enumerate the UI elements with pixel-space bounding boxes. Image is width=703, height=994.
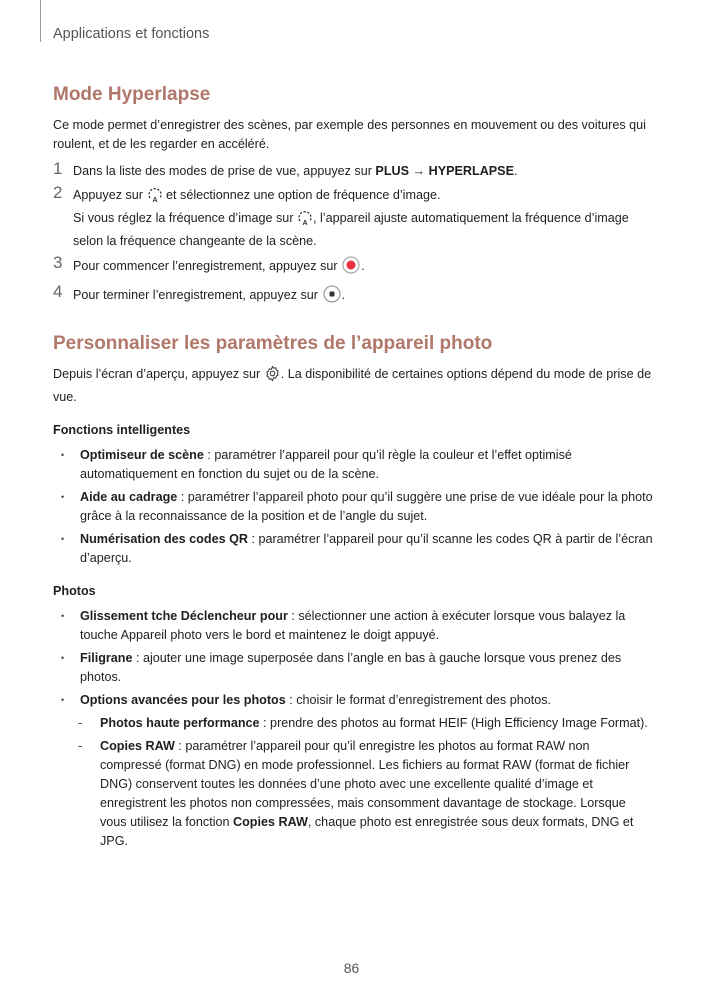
photos-heading: Photos [53,584,96,598]
stop-icon [322,285,342,309]
hyperlapse-title: Mode Hyperlapse [53,84,211,105]
step-4: 4 Pour terminer l’enregistrement, appuyez sur . [53,285,653,309]
list-item: • Optimiseur de scène : paramétrer l’appareil pour qu’il règle la couleur et l’effet optimisé automatiquement en fonction du sujet ou de la scène. [53,446,653,484]
section-header: Applications et fonctions [53,26,210,42]
record-icon [341,256,361,280]
sub-list-item: - Copies RAW : paramétrer l’appareil pour qu’il enregistre les photos au format RAW non compressé (format DNG) en mode professionnel. Les fichiers au format RAW (format de fichier DNG) conservent toutes les données d’une photo avec une excellente qualité d’image et enregistrent les photos non compressées, mais consomment davantage de stockage. Lorsque vous utilisez la fonction Copies RAW, chaque photo est enregistrée sous deux formats, DNG et JPG. [53,737,653,851]
photos-list [53,607,653,851]
svg-text:A: A [302,220,308,226]
step-number: 1 [53,159,63,178]
auto-frame-rate-icon [147,186,163,209]
list-item: • Options avancées pour les photos : choisir le format d’enregistrement des photos. [53,691,653,710]
sub-list-item: - Photos haute performance : prendre des photos au format HEIF (High Efficiency Image Format). [53,714,653,733]
list-item: • Filigrane : ajouter une image superposée dans l’angle en bas à gauche lorsque vous prenez des photos. [53,649,653,687]
step-number: 3 [53,253,63,272]
step-1: 1 Dans la liste des modes de prise de vue, appuyez sur PLUS → HYPERLAPSE. [53,159,518,178]
page-content [53,82,653,855]
step-2: 2 Appuyez sur A et sélectionnez une option de fréquence d’image. Si vous réglez la fréquence d’image sur A , l’appareil ajuste automatiquement la fréquence d’image selon la fréquence changeante de la scène. [53,183,629,248]
step-number: 4 [53,282,63,301]
hyperlapse-intro: Ce mode permet d’enregistrer des scènes, par exemple des personnes en mouvement ou des voitures qui roulent, et de les regarder en accéléré. [53,118,646,151]
step-3: 3 Pour commencer l’enregistrement, appuyez sur . [53,256,653,280]
smart-functions-list [53,446,653,568]
page-number: 86 [343,960,360,976]
list-item: • Numérisation des codes QR : paramétrer l’appareil pour qu’il scanne les codes QR à partir de l’écran d’aperçu. [53,530,653,568]
step-number: 2 [53,183,63,202]
gear-icon [264,365,281,388]
list-item: • Glissement tche Déclencheur pour : sélectionner une action à exécuter lorsque vous balayez la touche Appareil photo vers le bord et maintenez le doigt appuyé. [53,607,653,645]
auto-frame-rate-icon [297,209,313,232]
settings-intro: Depuis l’écran d’aperçu, appuyez sur . La disponibilité de certaines options dépend du mode de prise de vue. [53,367,652,404]
list-item: • Aide au cadrage : paramétrer l’appareil photo pour qu’il suggère une prise de vue idéale pour la photo grâce à la reconnaissance de la position et de l’angle du sujet. [53,488,653,526]
settings-title: Personnaliser les paramètres de l’appareil photo [53,333,493,354]
smart-functions-heading: Fonctions intelligentes [53,423,191,437]
svg-text:A: A [151,197,158,203]
margin-rule [40,0,41,42]
